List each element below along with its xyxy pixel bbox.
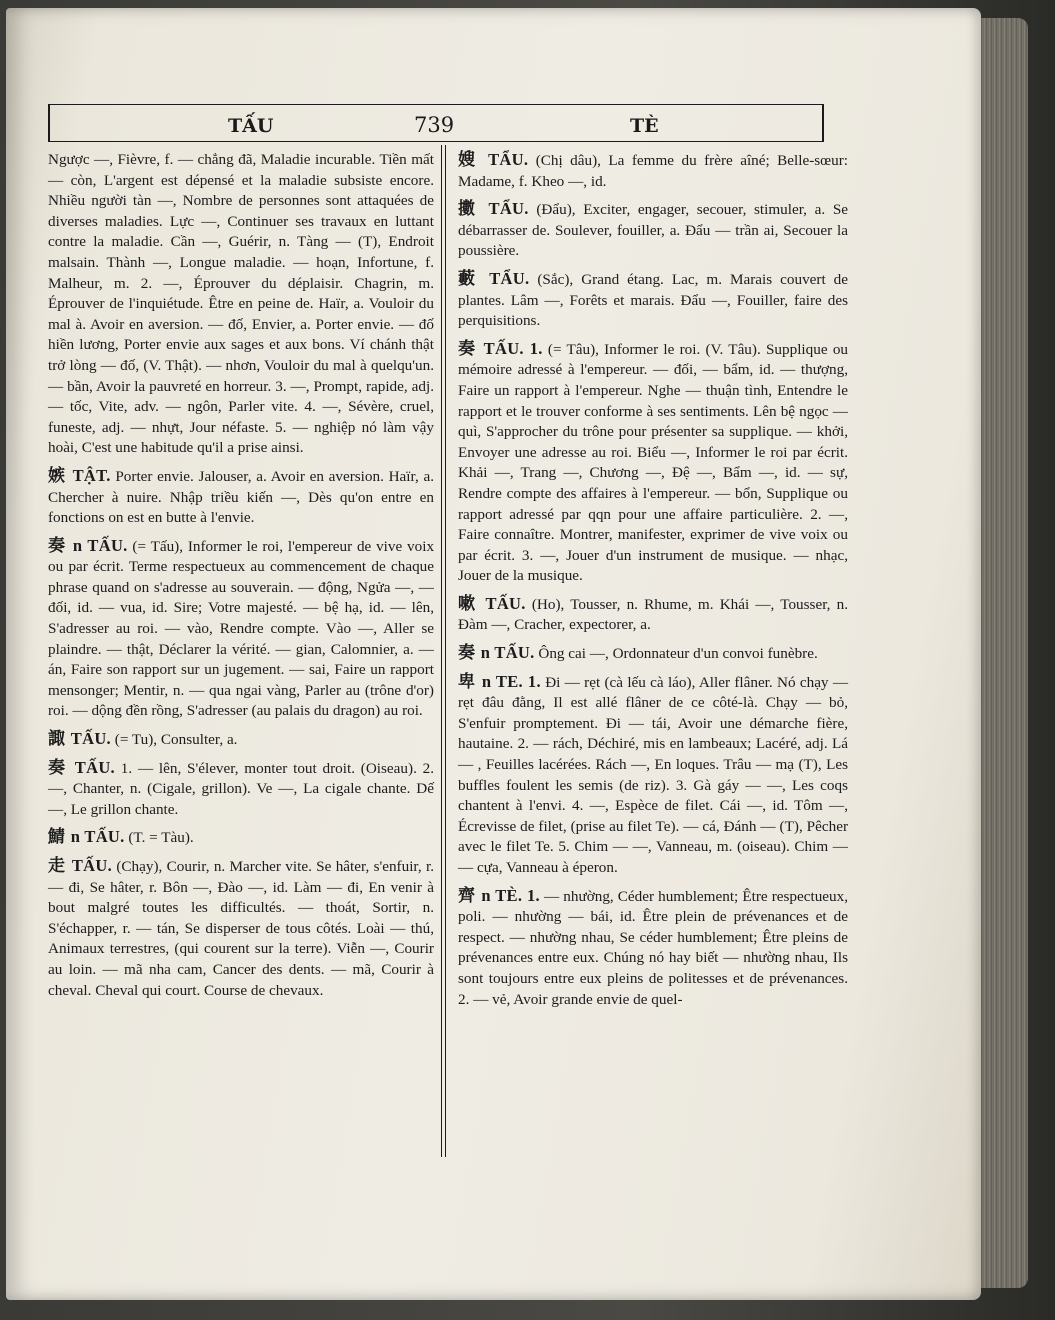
entry-han-character: 奏 [458, 643, 475, 664]
entry [458, 886, 848, 1011]
entry-text: 1. — lên, S'élever, monter tout droit. (Oiseau). 2. —, Chanter, n. (Cigale, grillon). Ve —, La cigale chante. Dế —, Le grillon chante. [48, 759, 435, 818]
entry [48, 827, 434, 849]
entry-headword: TẨU. [488, 199, 529, 219]
entry-headword: TẤU. [74, 757, 115, 777]
entry-text: Porter envie. Jalouser, a. Avoir en aversion. Haïr, a. Chercher à nuire. Nhập triều kiến —, Dès qu'on entre en fonctions on est en butte à l'envie. [48, 467, 435, 527]
entry-text: (Sắc), Grand étang. Lac, m. Marais couvert de plantes. Lâm —, Forêts et marais. Đẩu —, Fouiller, faire des perquisitions. [458, 270, 849, 330]
entry-continuation [48, 150, 434, 459]
entry-headword: n TE. 1. [481, 671, 541, 691]
entry-headword: TẤU. [70, 729, 111, 749]
entry [458, 199, 848, 262]
entry-text: (Chạy), Courir, n. Marcher vite. Se hâter, s'enfuir, r. — đi, Se hâter, r. Bôn —, Đào —, id. Làm — đi, En venir à bout malgré toutes les difficultés. — thoát, Sortir, n. S'échapper, r. — tán, Se disperser de tous côtés. Loài — thú, Animaux terrestres, (qui courent sur la terre). Viễn —, Courir au loin. — mã nha cam, Cancer des dents. — mã, Courir à cheval. Cheval qui court. Course de chevaux. [48, 858, 435, 999]
column-divider [441, 145, 446, 1157]
entry-text: (Chị dâu), La femme du frère aîné; Belle-sœur: Madame, f. Kheo —, id. [458, 152, 849, 190]
entry-han-character: 齊 [458, 885, 476, 906]
entry-headword: TẬT. [72, 465, 111, 485]
entry-headword: TẤU. 1. [483, 338, 543, 358]
entry-han-character: 奏 [48, 757, 67, 778]
running-header [48, 104, 824, 142]
entry-headword: TẨU. [489, 268, 530, 288]
entry [458, 339, 848, 587]
entry-text: Ông cai —, Ordonnateur d'un convoi funèbre. [538, 645, 818, 663]
entry-headword: TẤU. [71, 856, 113, 875]
entry-text: — nhường, Céder humblement; Être respectueux, poli. — nhường — bái, id. Être plein de prévenances et de respect. — nhường nhau, Se céder humblement; Être pleins de prévenances entre eux. Chúng nó hay biết — nhường nhau, Ils sont toujours entre eux pleins de politesses et de prévenances. 2. — vẻ, Avoir grande envie de quel- [458, 887, 849, 1008]
entry-han-character: 走 [48, 856, 66, 876]
entry-headword: n TẤU. [480, 643, 535, 663]
entry-han-character: 奏 [458, 338, 477, 359]
entry-han-character: 嫉 [48, 465, 66, 486]
entry [48, 466, 434, 529]
entry-han-character: 嫂 [458, 150, 479, 170]
entry [48, 758, 434, 821]
entry-text: (T. = Tàu). [128, 829, 194, 847]
entry-headword: n TÈ. 1. [481, 885, 540, 905]
entry [48, 729, 434, 751]
entry [458, 672, 848, 879]
header-right-guideword: TÈ [630, 115, 659, 137]
entry-headword: n TẤU. [72, 535, 128, 555]
entry-text: (= Tu), Consulter, a. [114, 731, 238, 749]
entry [458, 269, 848, 332]
entry-han-character: 卑 [458, 671, 476, 692]
entry-han-character: 擻 [458, 199, 479, 220]
page-number: 739 [414, 113, 455, 137]
entry-han-character: 奏 [48, 535, 67, 556]
entry-han-character: 鯖 [48, 827, 65, 848]
entry-text: (Đẩu), Exciter, engager, secouer, stimuler, a. Se débarrasser de. Soulever, fouiller, a. Đẩu — trần ai, Secouer la poussière. [458, 201, 849, 260]
entry-text: (= Tấu), Informer le roi, l'empereur de vive voix ou par écrit. Terme respectueux au commencement de chaque phrase quand on s'adresse au souverain. — động, Ngửa —, — đối, id. — vua, id. Sire; Votre majesté. — bệ hạ, id. — lên, S'adresser au roi. — vào, Rendre compte. Vào —, Aller se plaindre. — thật, Déclarer la vérité. — gian, Calomnier, a. — án, Faire son rapport sur un jugement. — sai, Faire un rapport mensonger; Mentir, n. — qua ngai vàng, Parler au (trône d'or) roi. — dộng đền rồng, S'adresser (au palais du dragon) au roi. [48, 537, 435, 720]
entry-headword: TẤU. [485, 593, 526, 613]
entry-han-character: 嗽 [458, 593, 478, 614]
header-left-guideword: TẤU [228, 115, 274, 137]
entry [458, 643, 848, 665]
left-column [48, 150, 434, 1008]
entry [458, 150, 848, 192]
entry-headword: n TẤU. [70, 827, 125, 847]
entry-headword: TẨU. [488, 150, 529, 169]
entry-han-character: 諏 [48, 729, 65, 750]
entry-han-character: 藪 [458, 268, 480, 289]
entry [48, 856, 434, 1001]
entry-text: Ngược —, Fièvre, f. — chẳng đã, Maladie incurable. Tiền mất — còn, L'argent est dépensé et la maladie subsiste encore. Nhiều người tàn —, Nombre de personnes sont attaquées de diverses maladies. Lực —, Continuer ses travaux en luttant contre la maladie. Cần —, Guérir, n. Tàng — (T), Endroit malsain. Thành —, Longue maladie. — hoạn, Infortune, f. Malheur, m. 2. —, Éprouver du déplaisir. Chagrin, m. Éprouver de l'inquiétude. Être en peine de. Haïr, a. Vouloir du mal à. Avoir en aversion. — đố, Envier, a. Porter envie. — đố hiền lương, Porter envie aux sages et aux bons. Ví chánh thật trở lòng — đố, (V. Thật). — nhơn, Vouloir du mal à quelqu'un. — bần, Avoir la pauvreté en horreur. 3. —, Prompt, rapide, adj. — tốc, Vite, adv. — ngôn, Parler vite. 4. —, Sévère, cruel, funeste, adj. — nhựt, Jour néfaste. 5. — nghiệp nó làm vậy hoài, C'est une habitude qu'il a prise ainsi. [48, 151, 434, 457]
entry [458, 594, 848, 636]
entry [48, 536, 434, 722]
entry-text: (= Tâu), Informer le roi. (V. Tâu). Supplique ou mémoire adressé à l'empereur. — đối, — bẩm, id. — thượng, Faire un rapport à l'empereur. Nghe — thuận tình, Entendre le rapport et le trouver conforme à ses sentiments. Lên bệ ngọc — quì, S'approcher du trône pour présenter sa supplique. — khởi, Envoyer une adresse au roi. Biểu —, Informer le roi par écrit. Khải —, Trang —, Chương —, Đệ —, Bẩm —, id. — sự, Rendre compte des affaires à l'empereur. — bổn, Supplique ou rapport adressé par qqn pour une affaire particulière. 2. —, Faire connaître. Montrer, manifester, exprimer de vive voix ou par écrit. 3. —, Jouer d'un instrument de musique. — nhạc, Jouer de la musique. [458, 340, 849, 585]
entry-text: Đi — rẹt (cà lếu cà láo), Aller flâner. Nó chạy — rẹt đâu đằng, Il est allé flâner de ce côté-là. Chạy — bỏ, S'enfuir promptement. Đi — tái, Avoir une démarche fière, hautaine. 2. — rách, Déchiré, mis en lambeaux; Lacéré, adj. Lá — , Feuilles lacérées. Rách —, En loques. Trâu — mạ (T), Les buffles foulent les semis (de riz). 3. Gà gáy — —, Les coqs chantent à l'envi. 4. —, Espèce de filet. Cái —, id. Tôm —, Écrevisse de filet, (prise au filet Te). — cá, Đánh — (T), Pêcher avec le filet Te. 5. Chim — —, Vanneau, m. (oiseau). Chim — — cựa, Vanneau à éperon. [458, 673, 849, 876]
right-column [458, 150, 848, 1017]
entry-text: (Ho), Tousser, n. Rhume, m. Khái —, Tousser, n. Đàm —, Cracher, expectorer, a. [458, 595, 848, 634]
